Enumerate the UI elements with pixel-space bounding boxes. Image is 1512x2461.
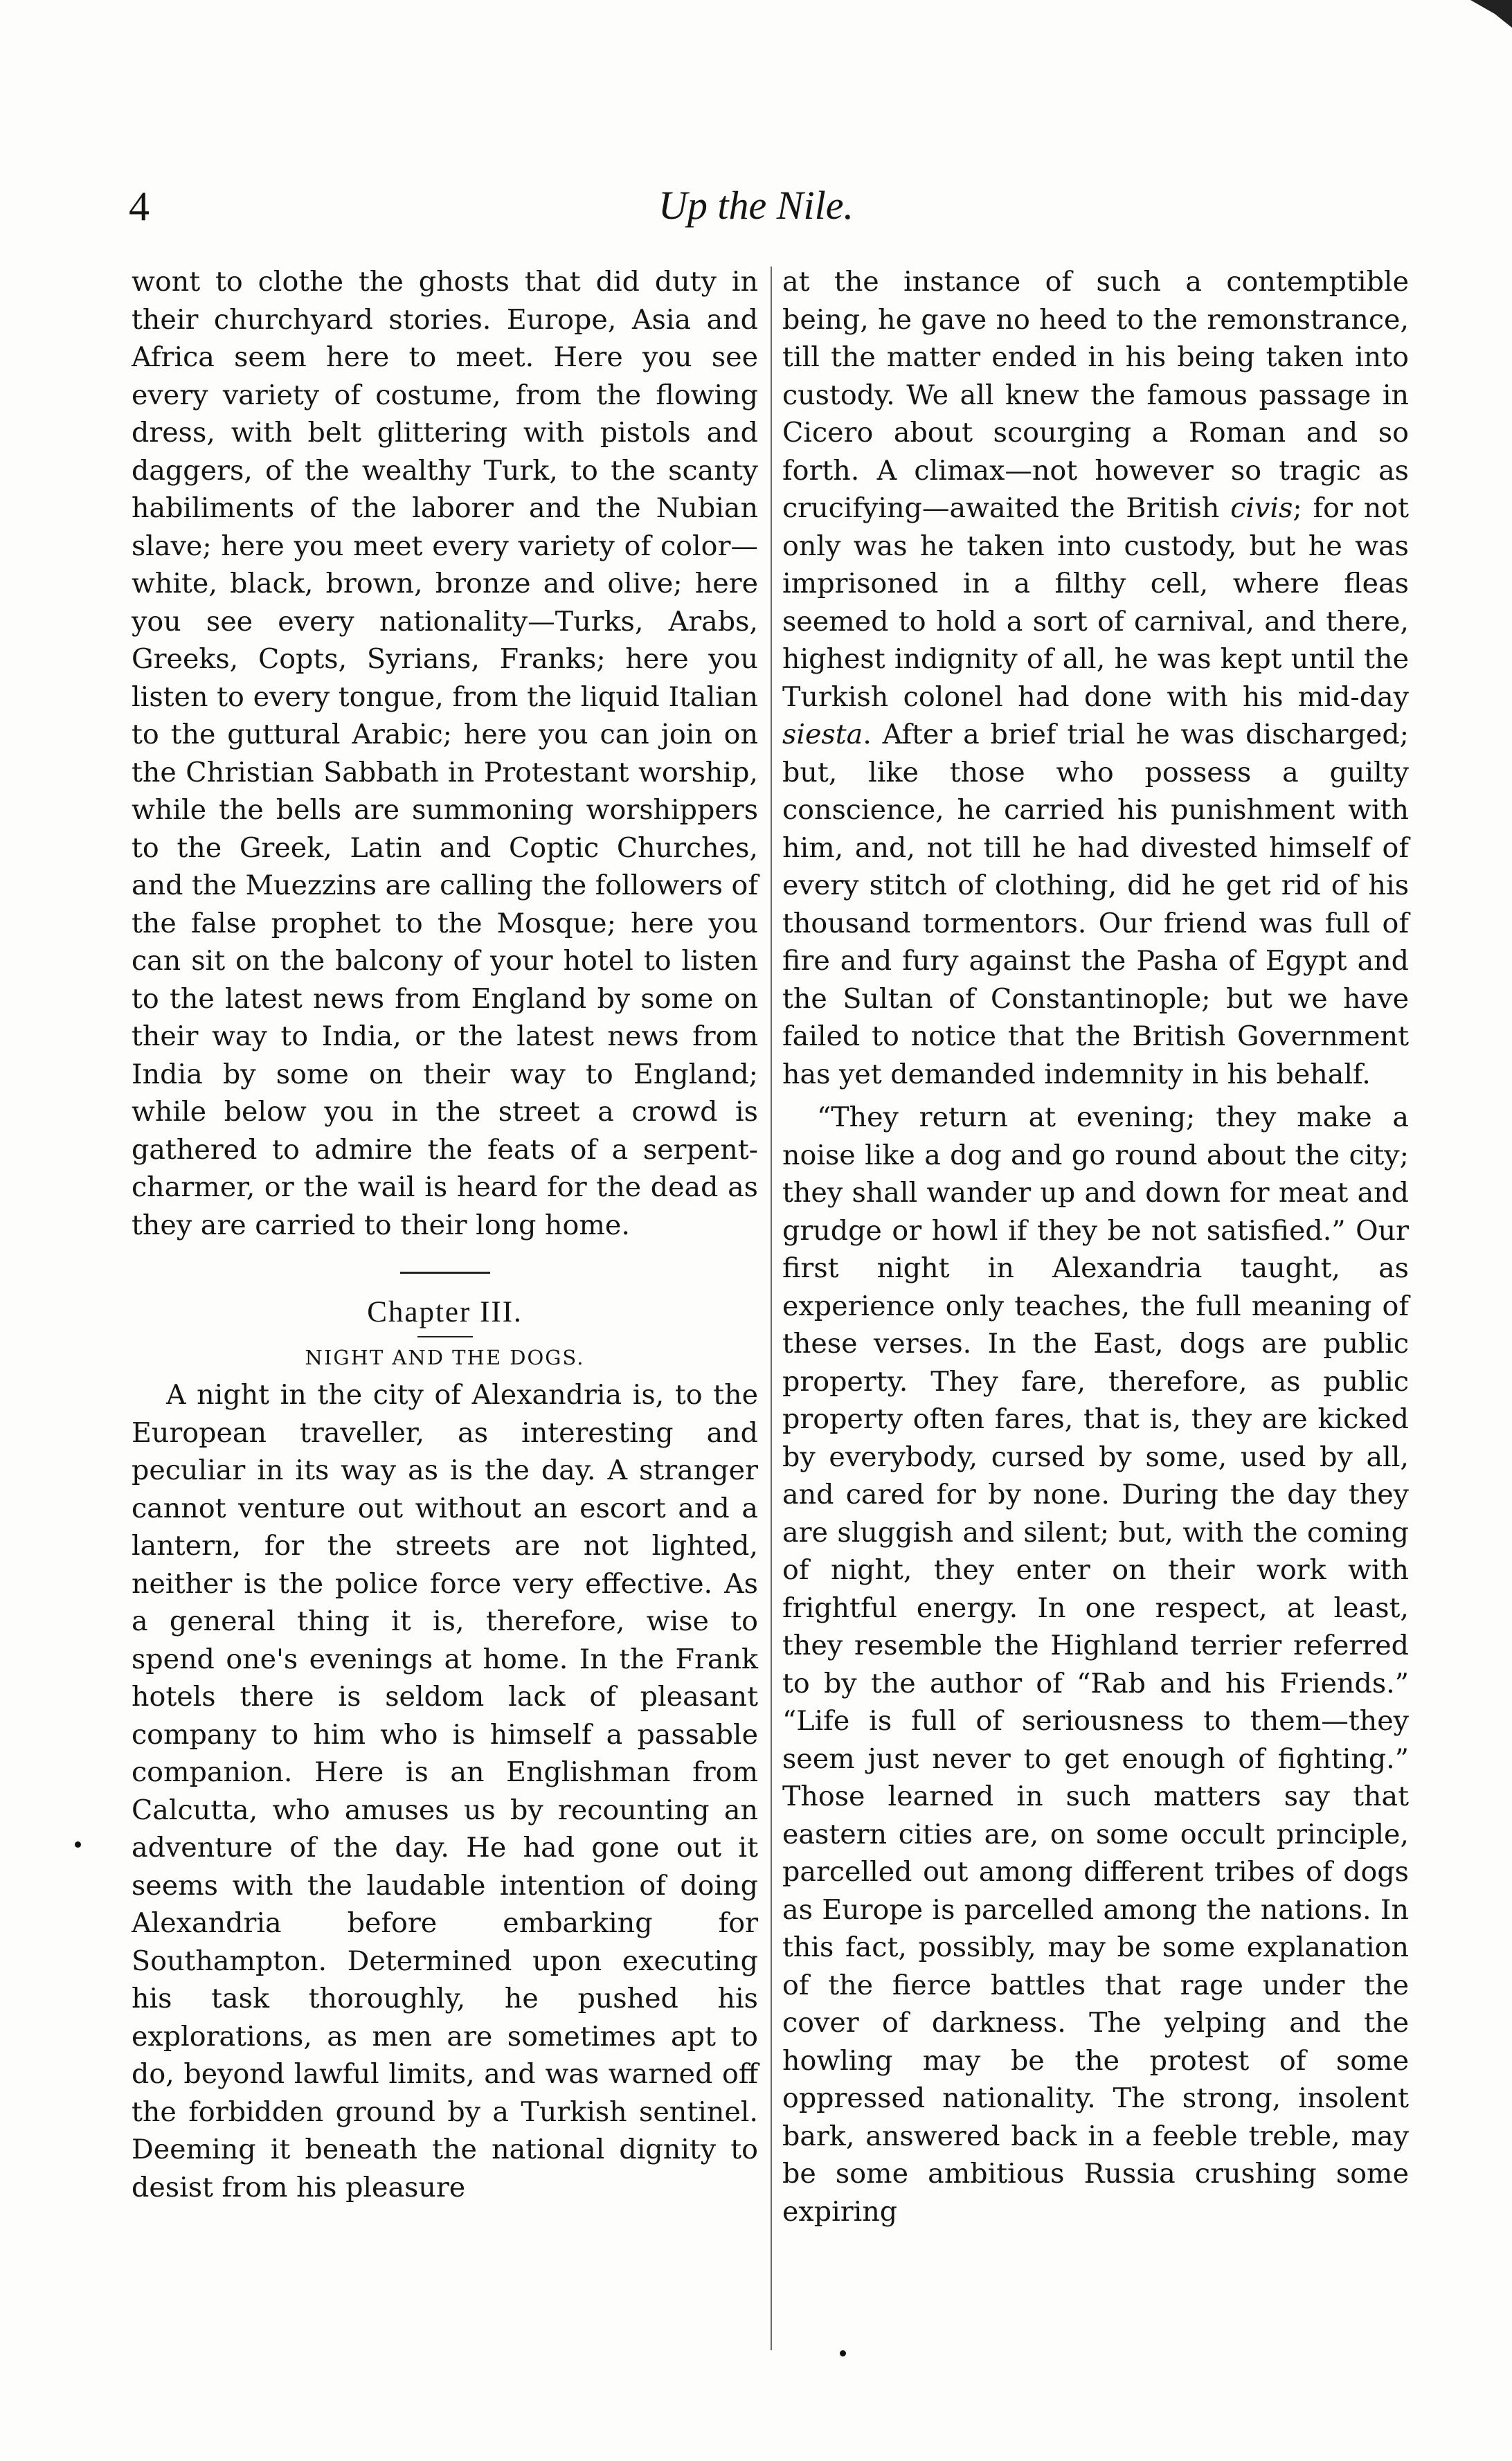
ink-speck-left <box>75 1841 81 1848</box>
ink-speck-bottom <box>840 2350 846 2356</box>
right-paragraph-1 <box>782 263 1409 1093</box>
chapter-heading: Chapter III. <box>367 1296 523 1328</box>
chapter-heading-block <box>132 1272 758 1373</box>
right-paragraph-2: “They return at evening; they make a noise like a dog and go round about the city; they shall wander up and down for meat and grudge or howl if they be not satisfied.” Our first night in Alexandria taught, as experience only teaches, the full meaning of these verses. In the East, dogs are public property. They fare, therefore, as public property often fares, that is, they are kicked by everybody, cursed by some, used by all, and cared for by none. During the day they are sluggish and silent; but, with the coming of night, they enter on their work with frightful energy. In one respect, at least, they resemble the Highland terrier referred to by the author of “Rab and his Friends.” “Life is full of seriousness to them—they seem just never to get enough of fighting.” Those learned in such matters say that eastern cities are, on some occult principle, parcelled out among different tribes of dogs as Europe is parcelled among the nations. In this fact, possibly, may be some explanation of the fierce battles that rage under the cover of darkness. The yelping and the howling may be the protest of some oppressed nationality. The strong, insolent bark, answered back in a feeble treble, may be some ambitious Russia crushing some expiring <box>782 1101 1409 2228</box>
torn-corner-mark <box>1429 0 1512 42</box>
page-number: 4 <box>129 183 150 229</box>
running-head: Up the Nile. <box>658 183 854 228</box>
column-divider <box>771 267 772 2350</box>
right-paragraph-1-part-c: . After a brief trial he was discharged; but, like those who possess a guilty conscience, he carried his punishment with him, and, not till he had divested himself of every stitch of clothing, did he get rid of his thousand tormentors. Our friend was full of fire and fury against the Pasha of Egypt and the Sultan of Constantinople; but we have failed to notice that the British Government has yet demanded indemnity in his behalf. <box>782 719 1409 1090</box>
left-paragraph-1: wont to clothe the ghosts that did duty in their churchyard stories. Europe, Asia and Africa seem here to meet. Here you see every variety of costume, from the flowing dress, with belt glittering with pistols and daggers, of the wealthy Turk, to the scanty habiliments of the laborer and the Nubian slave; here you meet every variety of color—white, black, brown, bronze and olive; here you see every nationality—Turks, Arabs, Greeks, Copts, Syrians, Franks; here you listen to every tongue, from the liquid Italian to the guttural Arabic; here you can join on the Christian Sabbath in Protestant worship, while the bells are summoning worshippers to the Greek, Latin and Coptic Churches, and the Muezzins are calling the followers of the false prophet to the Mosque; here you can sit on the balcony of your hotel to listen to the latest news from England by some on their way to India, or the latest news from India by some on their way to England; while below you in the street a crowd is gathered to admire the feats of a serpent-charmer, or the wail is heard for the dead as they are carried to their long home. <box>132 266 758 1241</box>
rule-above-chapter <box>400 1272 490 1274</box>
right-paragraph-1-part-b: ; for not only was he taken into custody, but he was imprisoned in a filthy cell, where fleas seemed to hold a sort of carnival, and there, highest indignity of all, he was kept until the Turkish colonel had done with his mid-day <box>782 492 1409 713</box>
right-column <box>782 263 1409 2230</box>
right-paragraph-1-part-a: at the instance of such a contemptible being, he gave no heed to the remonstrance, till the matter ended in his being taken into custody. We all knew the famous passage in Cicero about scourging a Roman and so forth. A climax—not however so tragic as crucifying—awaited the British <box>782 266 1409 524</box>
italic-siesta: siesta <box>782 719 863 750</box>
left-paragraph-2: A night in the city of Alexandria is, to the European traveller, as interesting and peculiar in its way as is the day. A stranger cannot venture out without an escort and a lantern, for the streets are not lighted, neither is the police force very effective. As a general thing it is, therefore, wise to spend one's evenings at home. In the Frank hotels there is seldom lack of pleasant company to him who is himself a passable companion. Here is an Englishman from Calcutta, who amuses us by recounting an adventure of the day. He had gone out it seems with the laudable intention of doing Alexandria before embarking for Southampton. Determined upon executing his task thoroughly, he pushed his explorations, as men are sometimes apt to do, beyond lawful limits, and was warned off the forbidden ground by a Turkish sentinel. Deeming it beneath the national dignity to desist from his pleasure <box>132 1379 758 2203</box>
left-column <box>132 263 758 2206</box>
rule-below-chapter <box>417 1336 473 1337</box>
italic-civis: civis <box>1230 492 1293 524</box>
chapter-subtitle: NIGHT AND THE DOGS. <box>305 1346 585 1369</box>
